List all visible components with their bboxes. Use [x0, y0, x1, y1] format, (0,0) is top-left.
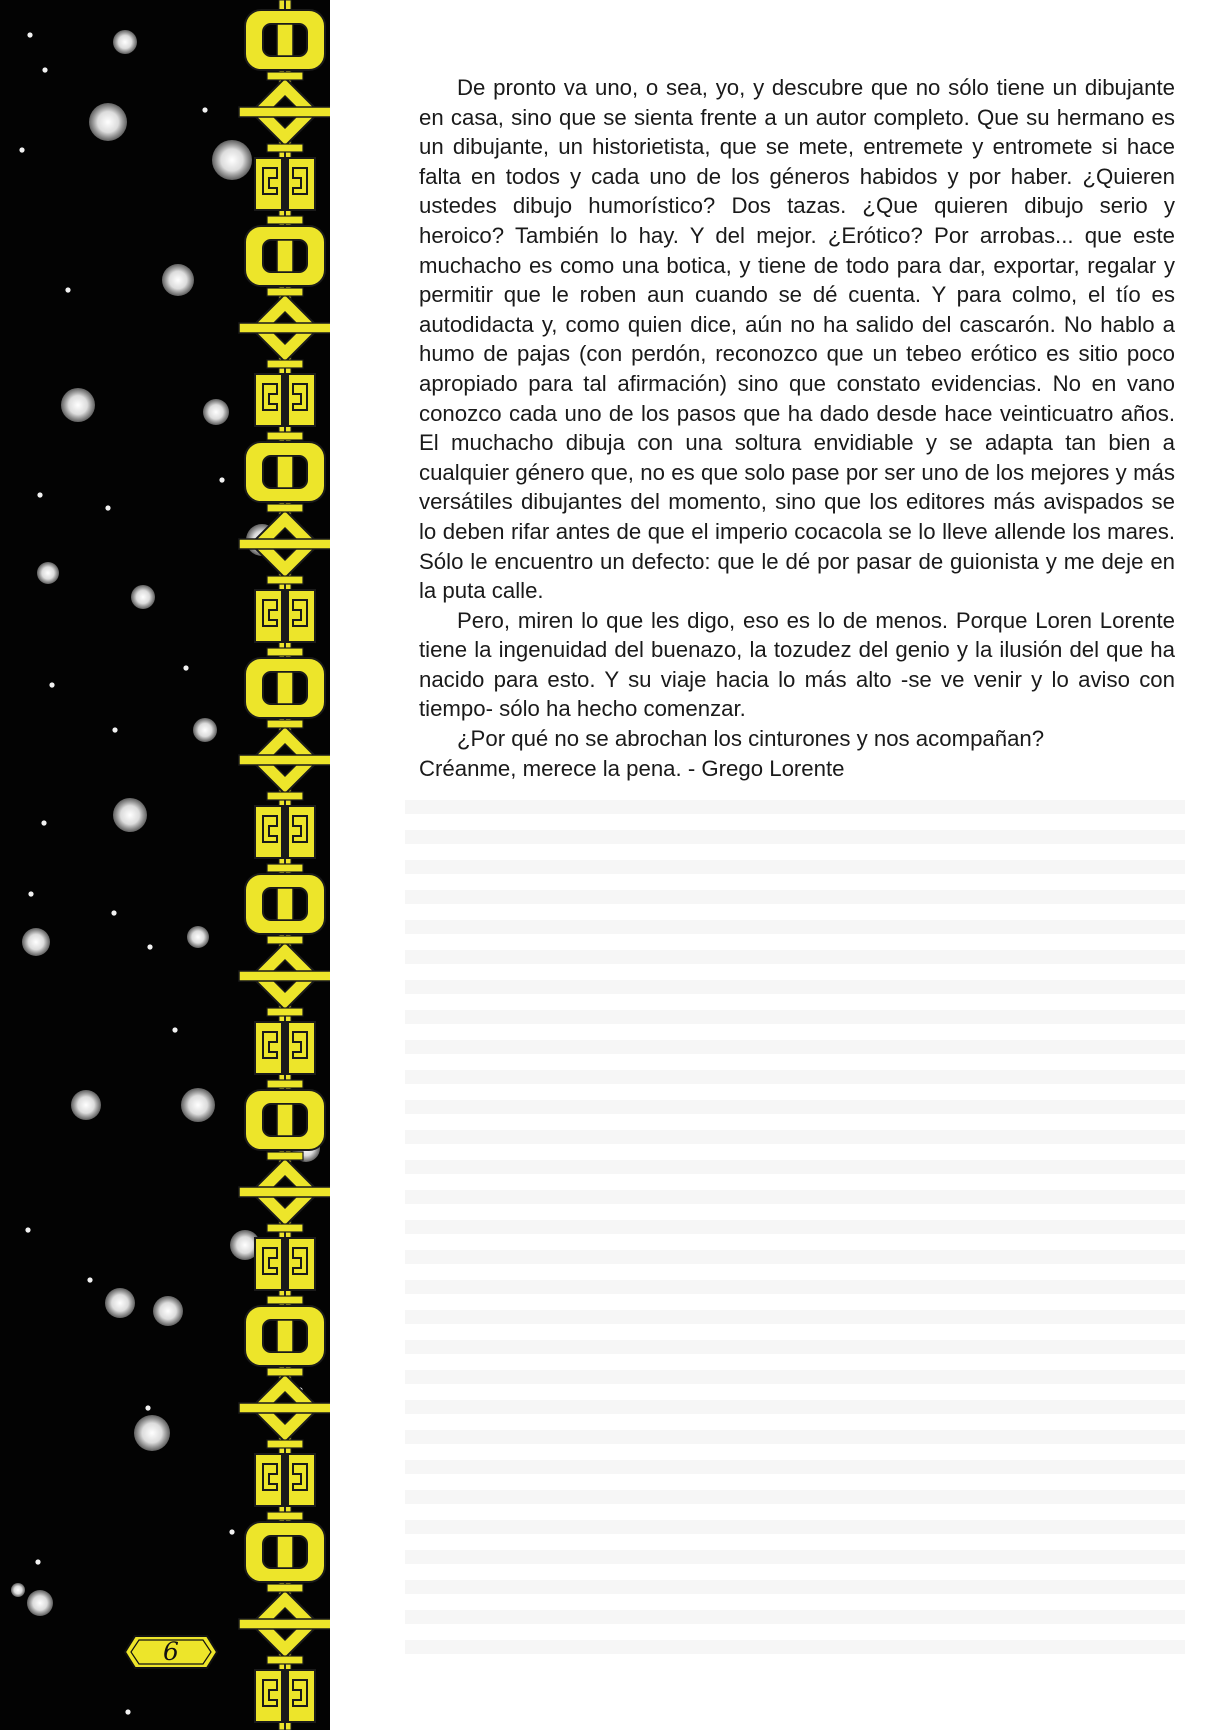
- starfield-sidebar: [0, 0, 330, 1730]
- page-number: 6: [163, 1637, 179, 1666]
- chain-ring-bar: [277, 888, 293, 920]
- chain-connector: [267, 288, 303, 296]
- chain-connector: [267, 1008, 303, 1016]
- show-through-texture: [405, 800, 1185, 1670]
- chain-crossbar: [239, 323, 330, 333]
- chain-connector: [267, 504, 303, 512]
- chain-connector: [267, 648, 303, 656]
- chain-crossbar: [239, 755, 330, 765]
- chain-connector: [267, 1152, 303, 1160]
- chain-connector: [267, 576, 303, 584]
- chain-crossbar: [239, 1619, 330, 1629]
- chain-ring-bar: [277, 1320, 293, 1352]
- chain-crossbar: [239, 1187, 330, 1197]
- chain-ring-bar: [277, 240, 293, 272]
- chain-connector: [267, 216, 303, 224]
- chain-connector: [267, 1584, 303, 1592]
- chain-connector: [267, 360, 303, 368]
- chain-ring-bar: [277, 672, 293, 704]
- page-number-badge: [123, 1634, 219, 1670]
- chain-connector: [267, 1368, 303, 1376]
- chain-glyph-divider: [281, 1670, 289, 1722]
- chain-ring-bar: [277, 1104, 293, 1136]
- chain-connector: [267, 1656, 303, 1664]
- article-paragraph-2: Pero, miren lo que les digo, eso es lo de menos. Porque Loren Lorente tiene la ingenuidad del buenazo, la tozudez del genio y la ilusión del que ha nacido para esto. Y su viaje hacia lo más alto -se ve venir y lo aviso con tiempo- sólo ha hecho comenzar.: [419, 607, 1175, 722]
- chain-connector: [267, 144, 303, 152]
- article-paragraph-3: ¿Por qué no se abrochan los cinturones y nos acompañan?: [457, 726, 1045, 752]
- chain-connector: [267, 864, 303, 872]
- chain-glyph-divider: [281, 1238, 289, 1290]
- chain-connector: [267, 720, 303, 728]
- chain-crossbar: [239, 107, 330, 117]
- chain-crossbar: [239, 539, 330, 549]
- chain-connector: [267, 1296, 303, 1304]
- article-text: [419, 73, 1175, 783]
- chain-glyph-divider: [281, 158, 289, 210]
- chain-crossbar: [239, 971, 330, 981]
- chain-glyph-divider: [281, 590, 289, 642]
- chain-connector: [267, 792, 303, 800]
- chain-connector: [267, 1080, 303, 1088]
- article-signature: Créanme, merece la pena. - Grego Lorente: [419, 755, 845, 781]
- chain-crossbar: [239, 1403, 330, 1413]
- chain-glyph-divider: [281, 374, 289, 426]
- chain-connector: [267, 432, 303, 440]
- chain-ring-bar: [277, 24, 293, 56]
- chain-connector: [267, 936, 303, 944]
- article-paragraph-1: De pronto va uno, o sea, yo, y descubre que no sólo tiene un dibujante en casa, sino que se sienta frente a un autor completo. Que su hermano es un dibujante, un historietista, que se mete, entremete y entromete si hace falta en todos y cada uno de los géneros habidos y por haber. ¿Quieren ustedes dibujo humorístico? Dos tazas. ¿Que quieren dibujo serio y heroico? También lo hay. Y del mejor. ¿Erótico? Por arrobas... que este muchacho es como una botica, y tiene de todo para dar, exportar, regalar y permitir que le roben aun cuando se dé cuenta. Y para colmo, el tío es autodidacta y, como quien dice, aún no ha salido del cascarón. No hablo a humo de pajas (con perdón, reconozco que un tebeo erótico es sitio poco apropiado para tal afirmación) sino que constato evidencias. No en vano conozco cada uno de los pasos que ha dado desde hace veinticuatro años. El muchacho dibuja con una soltura envidiable y se adapta tan bien a cualquier género que, no es que solo pase por ser uno de los mejores y más versátiles dibujantes del momento, sino que los editores más avispados se lo deben rifar antes de que el imperio cocacola se lo lleve allende los mares. Sólo le encuentro un defecto: que le dé por pasar de guionista y me deje en la puta calle.: [419, 75, 1175, 604]
- chain-ring-bar: [277, 1536, 293, 1568]
- ornamental-chain-border: [0, 0, 330, 1730]
- chain-connector: [267, 1224, 303, 1232]
- chain-glyph-divider: [281, 1022, 289, 1074]
- chain-connector: [267, 1440, 303, 1448]
- chain-ring-bar: [277, 456, 293, 488]
- chain-glyph-divider: [281, 806, 289, 858]
- chain-glyph-divider: [281, 1454, 289, 1506]
- chain-connector: [267, 1512, 303, 1520]
- chain-connector: [267, 72, 303, 80]
